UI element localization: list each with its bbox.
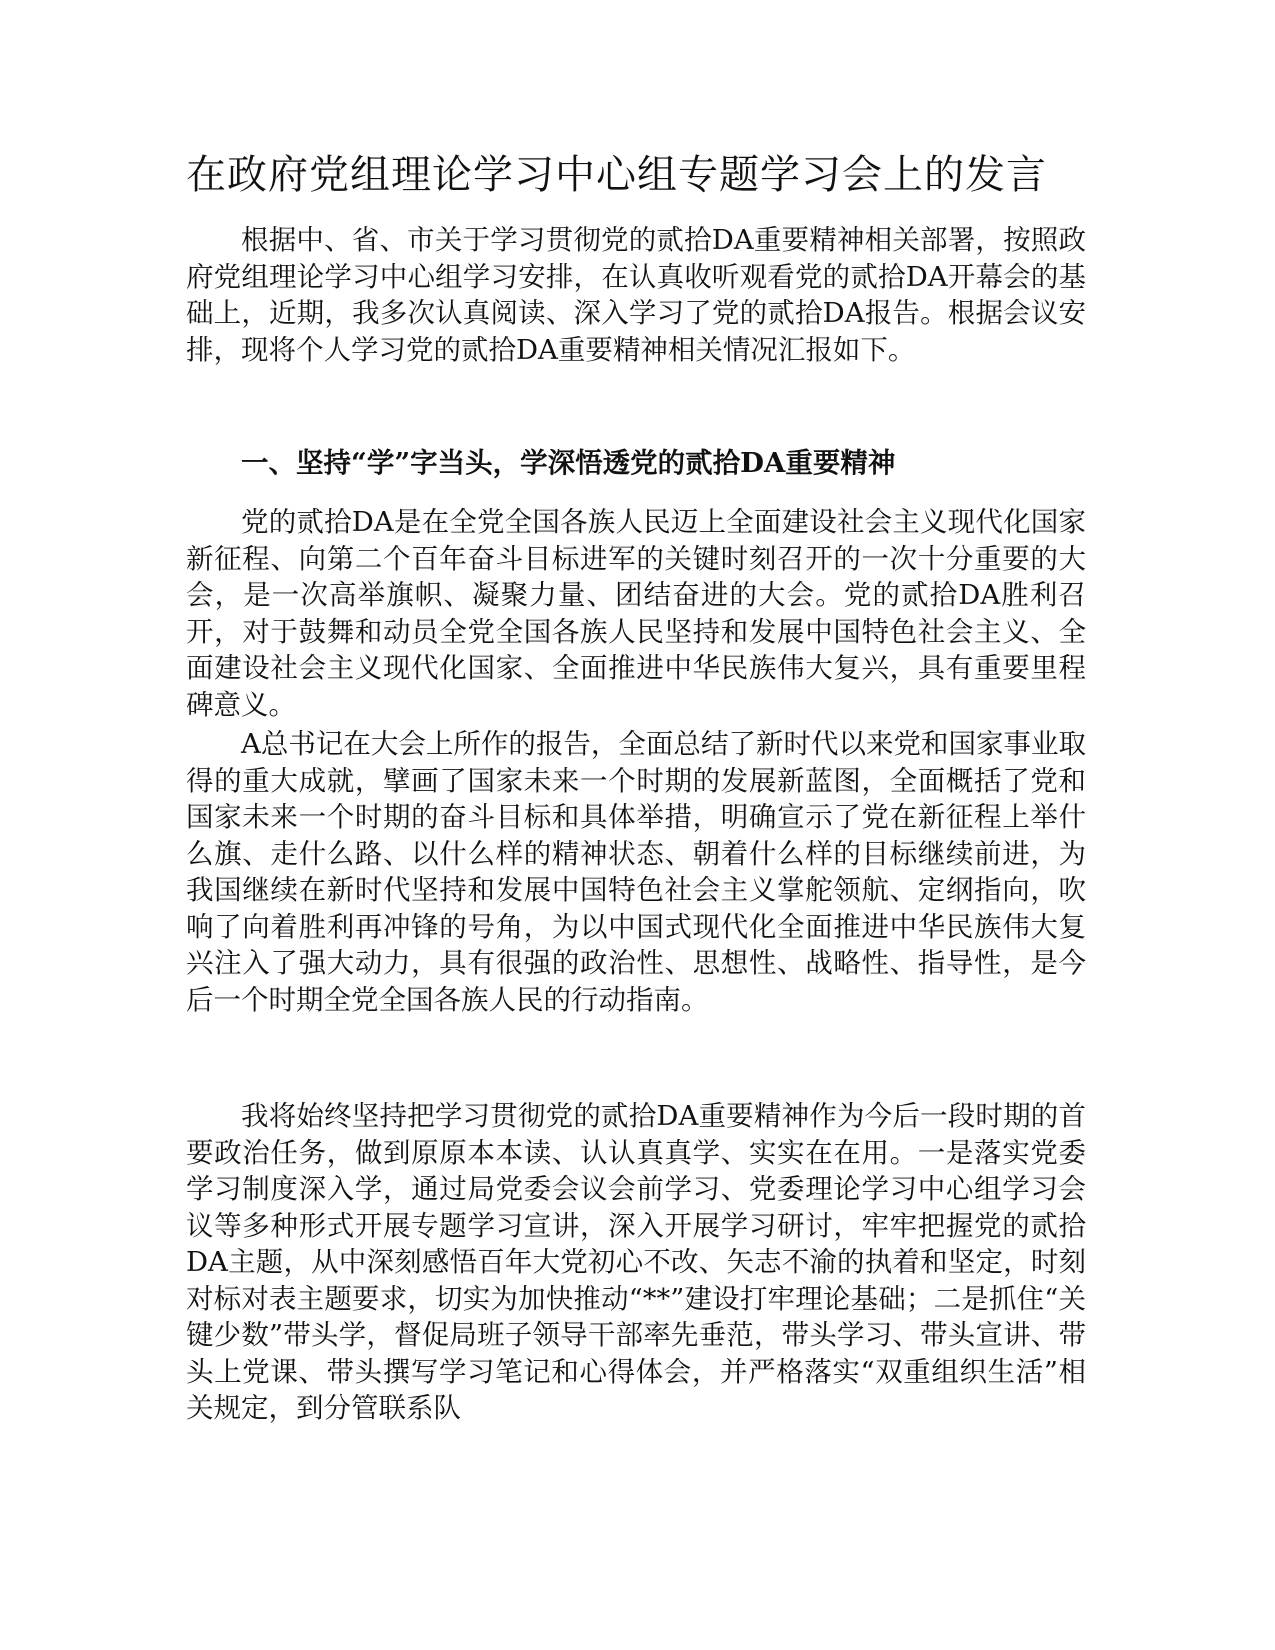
body-paragraph-2: A总书记在大会上所作的报告，全面总结了新时代以来党和国家事业取得的重大成就，擘画了国家未来一个时期的发展新蓝图，全面概括了党和国家未来一个时期的奋斗目标和具体举措，明确宣示了党在新征程上举什么旗、走什么路、以什么样的精神状态、朝着什么样的目标继续前进，为我国继续在新时代坚持和发展中国特色社会主义掌舵领航、定纲指向，吹响了向着胜利再冲锋的号角，为以中国式现代化全面推进中华民族伟大复兴注入了强大动力，具有很强的政治性、思想性、战略性、指导性，是今后一个时期全党全国各族人民的行动指南。 (186, 728, 1086, 1016)
body-paragraph-3: 我将始终坚持把学习贯彻党的贰拾DA重要精神作为今后一段时期的首要政治任务，做到原原本本读、认认真真学、实实在在用。一是落实党委学习制度深入学，通过局党委会议会前学习、党委理论学习中心组学习会议等多种形式开展专题学习宣讲，深入开展学习研讨，牢牢把握党的贰拾DA主题，从中深刻感悟百年大党初心不改、矢志不渝的执着和坚定，时刻对标对表主题要求，切实为加快推动“**”建设打牢理论基础；二是抓住“关键少数”带头学，督促局班子领导干部率先垂范，带头学习、带头宣讲、带头上党课、带头撰写学习笔记和心得体会，并严格落实“双重组织生活”相关规定，到分管联系队 (186, 1100, 1086, 1424)
section-heading-1: 一、坚持“学”字当头，学深悟透党的贰拾DA重要精神 (241, 447, 896, 479)
intro-paragraph: 根据中、省、市关于学习贯彻党的贰拾DA重要精神相关部署，按照政府党组理论学习中心组学习安排，在认真收听观看党的贰拾DA开幕会的基础上，近期，我多次认真阅读、深入学习了党的贰拾DA报告。根据会议安排，现将个人学习党的贰拾DA重要精神相关情况汇报如下。 (186, 224, 1086, 366)
body-paragraph-1: 党的贰拾DA是在全党全国各族人民迈上全面建设社会主义现代化国家新征程、向第二个百年奋斗目标进军的关键时刻召开的一次十分重要的大会，是一次高举旗帜、凝聚力量、团结奋进的大会。党的贰拾DA胜利召开，对于鼓舞和动员全党全国各族人民坚持和发展中国特色社会主义、全面建设社会主义现代化国家、全面推进中华民族伟大复兴，具有重要里程碑意义。 (186, 506, 1086, 721)
document-title: 在政府党组理论学习中心组专题学习会上的发言 (186, 152, 1047, 198)
